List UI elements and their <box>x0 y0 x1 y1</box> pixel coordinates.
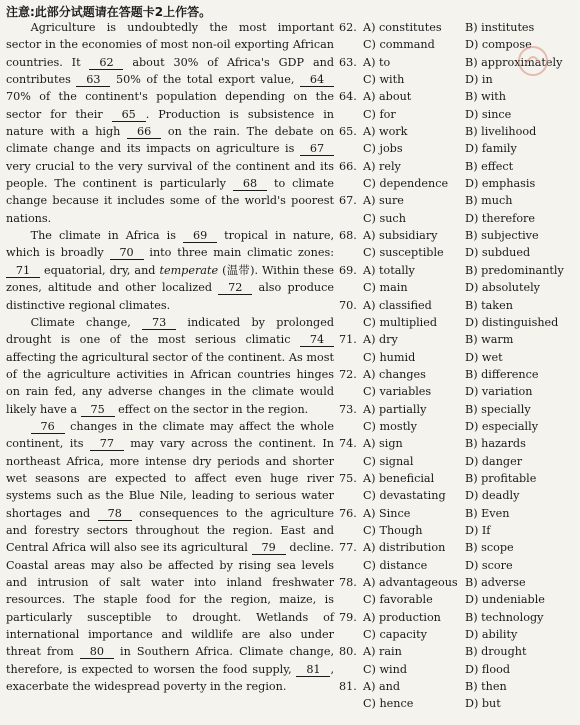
answer-blank: 70 <box>110 246 144 260</box>
question-row <box>339 470 579 487</box>
passage-text: Agriculture is undoubtedly the most important sector in the economies of most non-oil exporting African countries. It <box>6 21 334 69</box>
answer-blank: 76 <box>31 420 65 434</box>
option-d: D) distinguished <box>465 315 559 329</box>
option-a: A) sure <box>363 194 404 208</box>
question-number: 75. <box>339 471 357 485</box>
question-number: 78. <box>339 576 357 589</box>
option-c: C) signal <box>363 454 414 468</box>
answer-blank: 68 <box>233 177 267 191</box>
option-c: C) command <box>363 38 435 52</box>
question-number: 81. <box>339 680 357 694</box>
option-c: C) variables <box>363 385 432 399</box>
question-subrow <box>339 244 579 261</box>
option-a: A) totally <box>363 263 415 277</box>
question-number: 62. <box>339 21 357 34</box>
option-d: D) deadly <box>465 489 520 503</box>
option-c: C) distance <box>363 558 428 572</box>
answer-blank: 64 <box>300 73 334 87</box>
question-row <box>339 505 579 522</box>
option-d: D) since <box>465 107 512 121</box>
option-d: D) undeniable <box>465 593 545 607</box>
option-d: D) flood <box>465 662 510 676</box>
indent-spacer <box>339 314 363 331</box>
question-number: 72. <box>339 367 357 381</box>
question-number: 69. <box>339 263 357 277</box>
question-row <box>339 158 579 175</box>
question-subrow <box>339 695 579 712</box>
option-c: C) susceptible <box>363 246 444 260</box>
passage-text: on the rain. The debate on climate change and its impacts on agriculture is <box>6 125 334 156</box>
passage-text: to climate change because it includes some of the world's poorest nations. <box>6 177 334 225</box>
passage-text: (温带). Within these zones, altitude and other localized <box>6 263 334 295</box>
cloze-passage <box>6 19 334 695</box>
question-subrow <box>339 106 579 123</box>
question-subrow <box>339 349 579 366</box>
indent-spacer <box>339 591 363 608</box>
question-number: 77. <box>339 541 357 555</box>
indent-spacer <box>339 36 363 53</box>
question-row <box>339 539 579 556</box>
italic-term: temperate <box>159 263 219 277</box>
answer-blank: 67 <box>300 142 334 156</box>
option-b: B) much <box>465 194 513 208</box>
instruction-header: 注意:此部分试题请在答题卡2上作答。 <box>6 5 212 19</box>
question-number: 73. <box>339 402 357 416</box>
indent-spacer <box>339 210 363 227</box>
question-subrow <box>339 522 579 539</box>
question-number: 70. <box>339 298 357 312</box>
question-number: 80. <box>339 645 357 659</box>
question-row <box>339 366 579 383</box>
option-c: C) favorable <box>363 593 433 607</box>
question-number: 66. <box>339 159 357 173</box>
option-c: C) hence <box>363 697 414 711</box>
question-row <box>339 227 579 244</box>
option-d: D) absolutely <box>465 281 540 295</box>
option-c: C) devastating <box>363 489 446 503</box>
option-a: A) to <box>363 55 391 69</box>
option-d: D) compose <box>465 38 532 52</box>
indent-spacer <box>339 383 363 400</box>
indent-spacer <box>339 453 363 470</box>
option-d: D) score <box>465 558 513 572</box>
option-a: A) changes <box>363 367 426 381</box>
question-number: 63. <box>339 55 357 69</box>
answer-blank: 79 <box>252 541 286 555</box>
option-c: C) wind <box>363 662 408 676</box>
indent-spacer <box>339 349 363 366</box>
answer-blank: 62 <box>89 56 123 70</box>
option-a: A) partially <box>363 402 427 416</box>
option-d: D) wet <box>465 350 503 364</box>
passage-text: may vary across the continent. In northeast Africa, more intense dry periods and shorter wet seasons are expected to affect even huge river systems such as the Blue Nile, leading to serious water shortages and <box>6 437 335 520</box>
passage-paragraph <box>6 19 334 227</box>
question-subrow <box>339 557 579 574</box>
answer-blank: 78 <box>98 507 132 521</box>
option-b: B) specially <box>465 402 531 416</box>
passage-text: about 30% of Africa's GDP and contributes <box>6 55 334 87</box>
passage-text: equatorial, dry, and <box>40 263 160 277</box>
option-a: A) beneficial <box>363 471 435 485</box>
answer-blank: 65 <box>112 108 146 122</box>
option-a: A) constitutes <box>363 21 442 34</box>
option-a: A) about <box>363 90 412 104</box>
passage-text: Climate change, <box>30 315 143 329</box>
option-b: B) hazards <box>465 437 526 451</box>
passage-text: changes in the climate may affect the whole continent, its <box>6 419 334 451</box>
passage-text: in Southern Africa. Climate change, therefore, is expected to worsen the food supply, <box>6 645 334 676</box>
passage-text: The climate in Africa is <box>30 229 184 243</box>
answer-blank: 77 <box>90 437 124 451</box>
option-a: A) sign <box>363 437 403 451</box>
option-b: B) Even <box>465 506 510 520</box>
option-b: B) predominantly <box>465 263 564 277</box>
answer-blank: 80 <box>80 645 114 659</box>
question-subrow <box>339 626 579 643</box>
answer-blank: 74 <box>300 333 334 347</box>
option-c: C) dependence <box>363 177 449 191</box>
question-number: 68. <box>339 229 357 243</box>
option-d: D) ability <box>465 628 518 642</box>
option-a: A) classified <box>363 298 432 312</box>
passage-text: very crucial to the very survival of the continent and its people. The continent is particularly <box>6 159 334 191</box>
answer-blank: 71 <box>6 264 40 278</box>
option-c: C) for <box>363 107 396 121</box>
option-b: B) technology <box>465 610 544 624</box>
indent-spacer <box>339 175 363 192</box>
option-b: B) approximately <box>465 55 563 69</box>
indent-spacer <box>339 244 363 261</box>
indent-spacer <box>339 626 363 643</box>
question-subrow <box>339 383 579 400</box>
answer-blank: 73 <box>142 316 176 330</box>
question-subrow <box>339 487 579 504</box>
passage-text: . Production is subsistence in nature with a high <box>6 107 334 139</box>
question-number: 76. <box>339 506 357 520</box>
option-c: C) multiplied <box>363 315 438 329</box>
question-row <box>339 643 579 660</box>
passage-text: , exacerbate the widespread poverty in the region. <box>6 662 334 694</box>
option-b: B) with <box>465 90 506 104</box>
passage-text: consequences to the agriculture and forestry sectors throughout the region. East and Central Africa will also see its agricultural <box>6 506 334 555</box>
option-c: C) Though <box>363 523 423 537</box>
option-d: D) in <box>465 73 493 87</box>
indent-spacer <box>339 418 363 435</box>
option-c: C) humid <box>363 350 416 364</box>
question-row <box>339 19 579 36</box>
option-b: B) adverse <box>465 576 526 589</box>
question-row <box>339 123 579 140</box>
option-b: B) institutes <box>465 21 535 34</box>
passage-text: effect on the sector in the region. <box>114 402 309 416</box>
option-b: B) livelihood <box>465 125 537 139</box>
question-row <box>339 331 579 348</box>
passage-text: 50% of the total export value, <box>110 73 300 87</box>
question-row <box>339 678 579 695</box>
indent-spacer <box>339 557 363 574</box>
passage-text: indicated by prolonged drought is one of the most serious climatic <box>6 315 334 347</box>
option-c: C) with <box>363 73 405 87</box>
question-number: 79. <box>339 610 357 624</box>
option-a: A) subsidiary <box>363 229 438 243</box>
answer-options <box>339 19 579 713</box>
option-d: D) danger <box>465 454 523 468</box>
answer-blank: 63 <box>76 73 110 87</box>
question-subrow <box>339 279 579 296</box>
answer-blank: 69 <box>183 229 217 243</box>
question-row <box>339 262 579 279</box>
option-d: D) especially <box>465 419 539 433</box>
option-a: A) and <box>363 680 401 694</box>
question-row <box>339 574 579 591</box>
answer-blank: 72 <box>218 281 252 295</box>
question-number: 71. <box>339 333 357 347</box>
passage-text: tropical in nature, which is broadly <box>6 229 335 260</box>
option-d: D) family <box>465 142 517 156</box>
indent-spacer <box>339 71 363 88</box>
option-b: B) then <box>465 680 507 694</box>
question-number: 65. <box>339 125 357 139</box>
option-b: B) profitable <box>465 471 537 485</box>
option-d: D) subdued <box>465 246 531 260</box>
question-subrow <box>339 210 579 227</box>
answer-blank: 66 <box>127 125 161 139</box>
option-b: B) difference <box>465 367 539 381</box>
option-b: B) effect <box>465 159 514 173</box>
indent-spacer <box>339 487 363 504</box>
question-subrow <box>339 140 579 157</box>
watermark-seal-icon <box>516 44 550 78</box>
option-b: B) taken <box>465 298 513 312</box>
question-row <box>339 401 579 418</box>
question-number: 64. <box>339 90 357 104</box>
option-b: B) scope <box>465 541 514 555</box>
indent-spacer <box>339 140 363 157</box>
passage-paragraph <box>6 418 334 696</box>
question-number: 74. <box>339 437 357 451</box>
indent-spacer <box>339 106 363 123</box>
option-c: C) main <box>363 281 408 295</box>
passage-text: decline. Coastal areas may also be affected by rising sea levels and intrusion of salt water into inland freshwater resources. The staple food for the region, maize, is particularly susceptible to drought. Wetlands of international importance and wildlife are also under threat from <box>6 541 334 659</box>
question-row <box>339 435 579 452</box>
question-subrow <box>339 661 579 678</box>
option-c: C) mostly <box>363 419 417 433</box>
option-c: C) capacity <box>363 628 427 642</box>
option-a: A) rain <box>363 645 402 659</box>
question-row <box>339 297 579 314</box>
indent-spacer <box>339 661 363 678</box>
option-c: C) jobs <box>363 142 403 156</box>
option-a: A) work <box>363 125 408 139</box>
question-subrow <box>339 175 579 192</box>
option-a: A) production <box>363 610 441 624</box>
question-number: 67. <box>339 194 357 208</box>
option-d: D) therefore <box>465 211 536 225</box>
question-row <box>339 88 579 105</box>
passage-text: 70% of the continent's population depending on the sector for their <box>6 90 334 121</box>
option-c: C) such <box>363 211 406 225</box>
indent-spacer <box>339 695 363 712</box>
answer-blank: 81 <box>296 663 330 677</box>
option-d: D) but <box>465 697 501 711</box>
question-row <box>339 192 579 209</box>
option-a: A) Since <box>363 506 411 520</box>
question-subrow <box>339 418 579 435</box>
option-a: A) rely <box>363 159 401 173</box>
option-a: A) advantageous <box>363 576 458 589</box>
passage-text: into three main climatic zones: <box>143 246 334 260</box>
passage-text: also produce distinctive regional climates. <box>6 281 334 312</box>
option-b: B) subjective <box>465 229 539 243</box>
question-subrow <box>339 314 579 331</box>
passage-text: affecting the agricultural sector of the continent. As most of the agriculture activities in African countries hinges on rain fed, any adverse changes in the climate would likely have a <box>6 350 334 416</box>
indent-spacer <box>339 279 363 296</box>
option-d: D) emphasis <box>465 177 536 191</box>
passage-paragraph <box>6 314 334 418</box>
option-b: B) drought <box>465 645 527 659</box>
question-subrow <box>339 591 579 608</box>
option-d: D) variation <box>465 385 533 399</box>
option-a: A) dry <box>363 333 398 347</box>
option-d: D) If <box>465 523 491 537</box>
question-subrow <box>339 453 579 470</box>
option-b: B) warm <box>465 333 514 347</box>
indent-spacer <box>339 522 363 539</box>
answer-blank: 75 <box>81 403 115 417</box>
option-a: A) distribution <box>363 541 446 555</box>
question-row <box>339 609 579 626</box>
passage-paragraph <box>6 227 334 314</box>
